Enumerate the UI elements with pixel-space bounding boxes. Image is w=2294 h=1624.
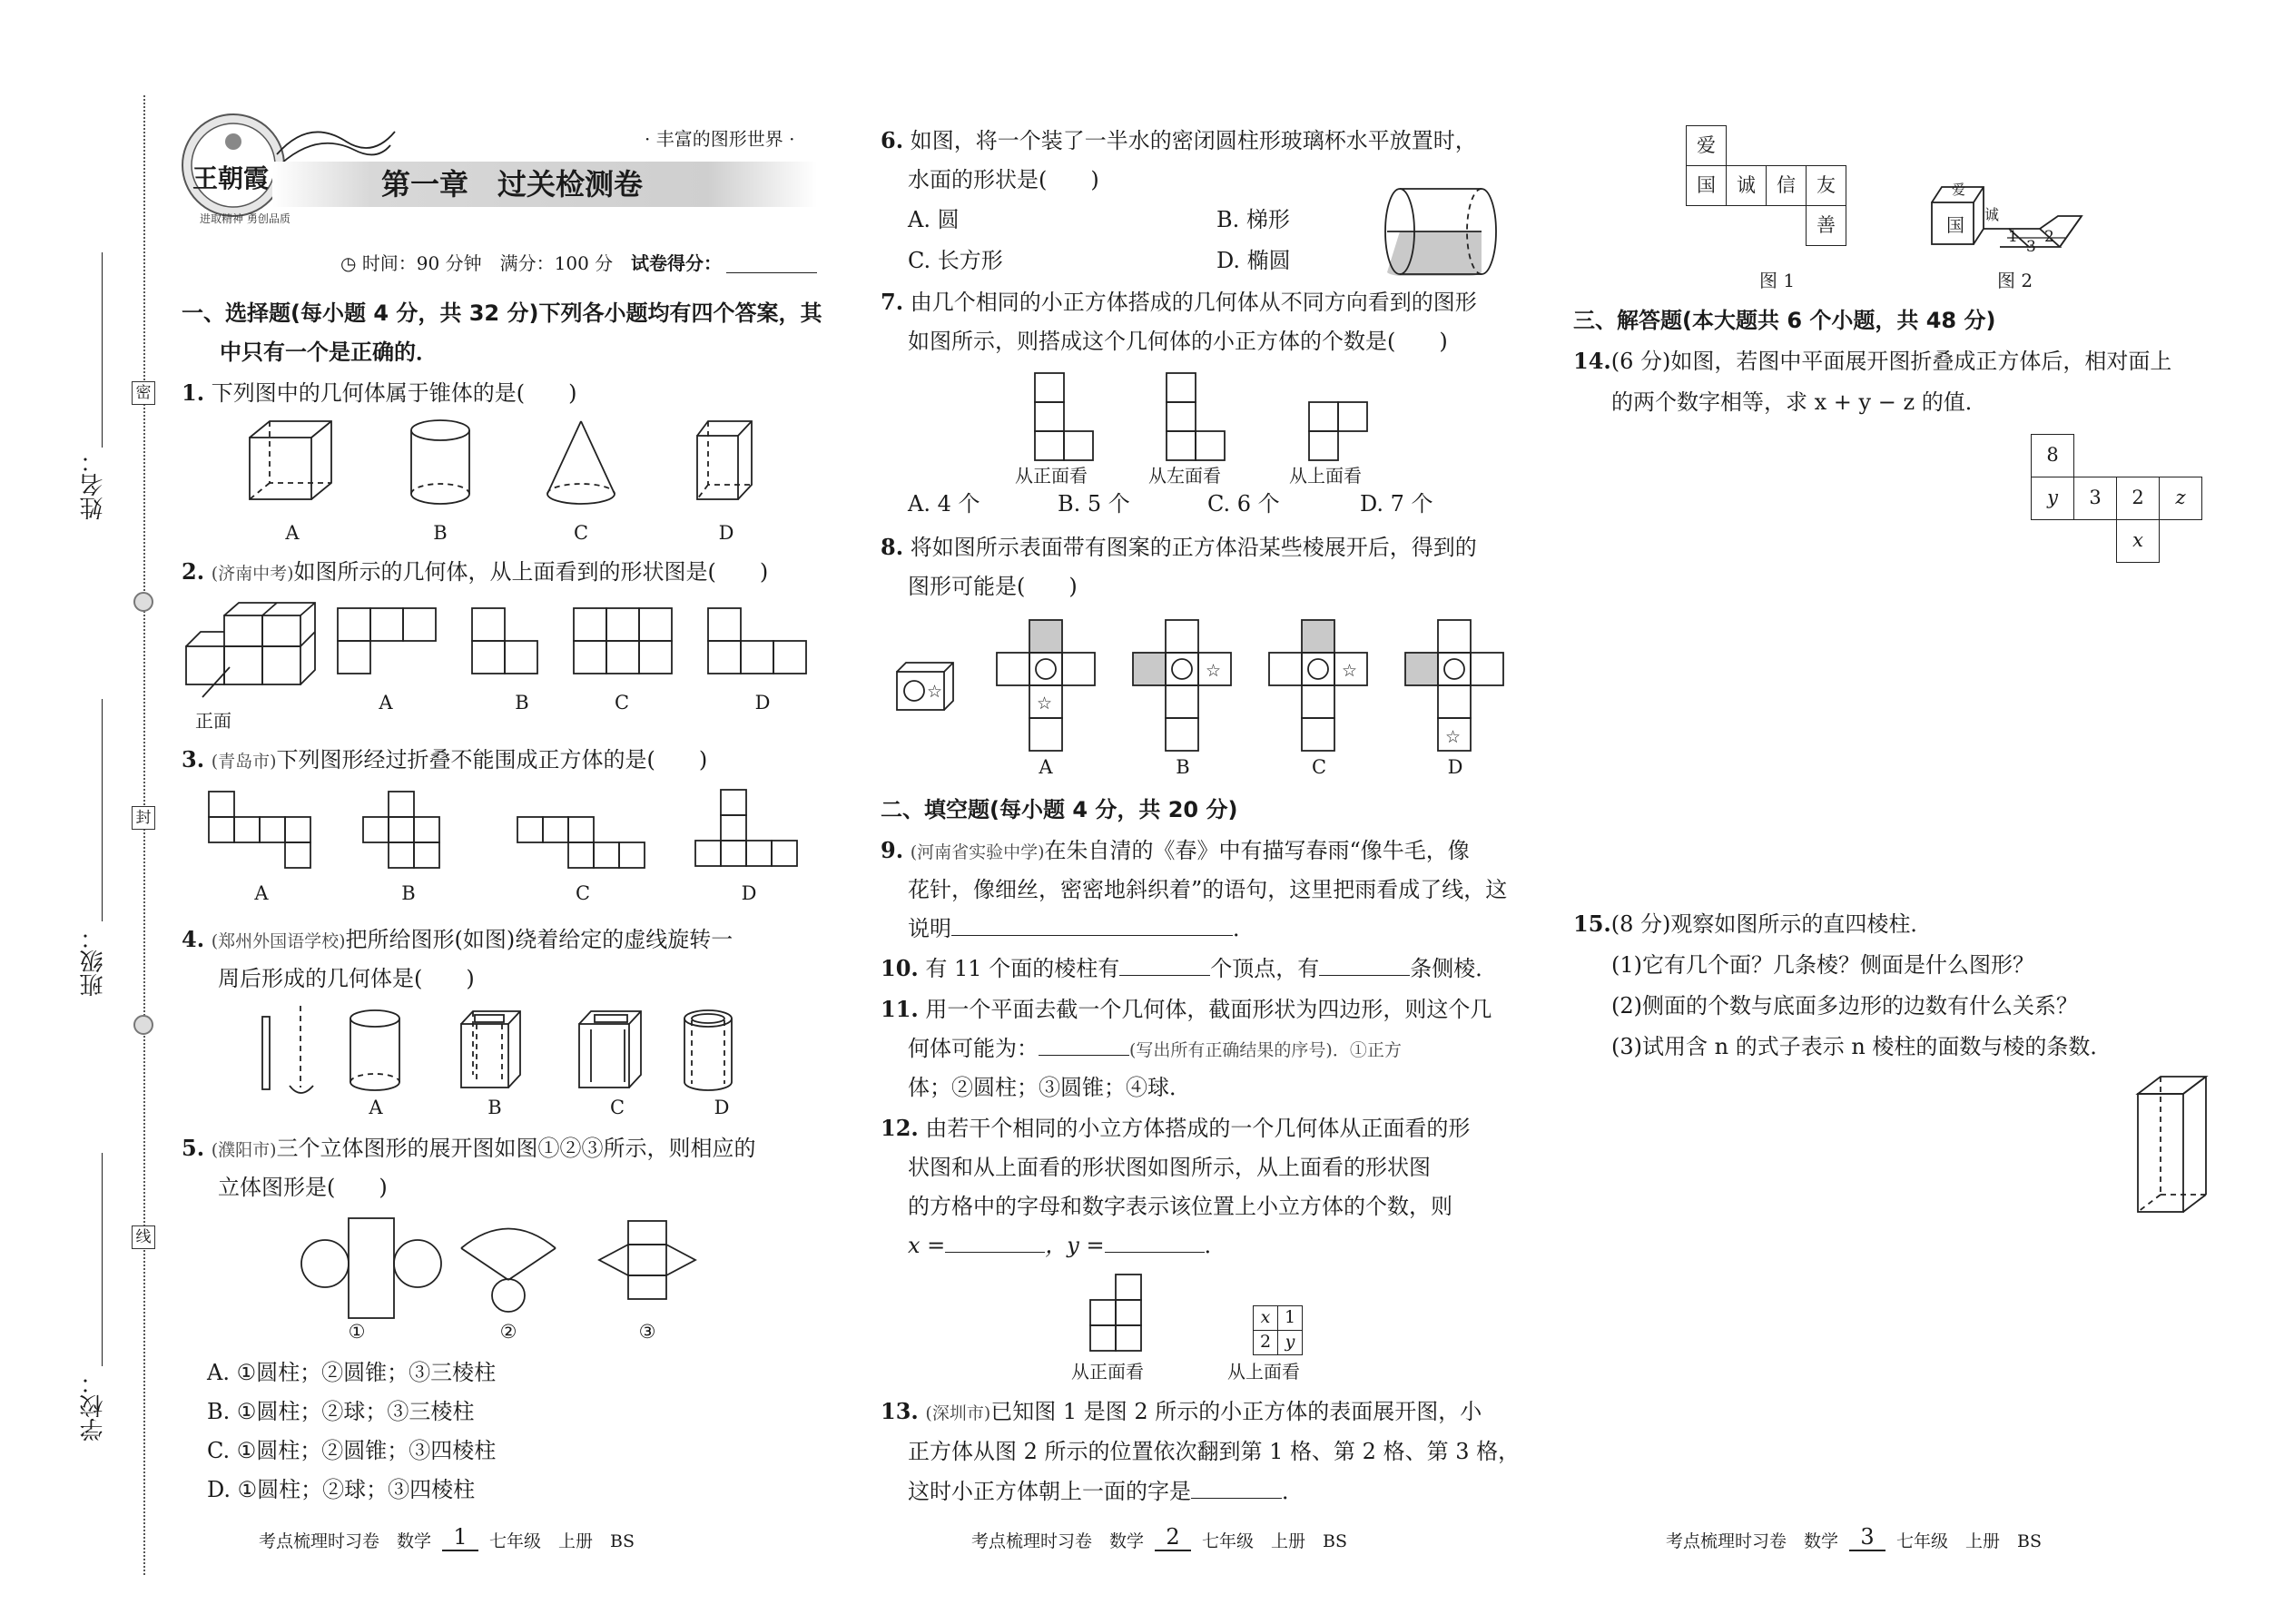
q12-y-blank[interactable] <box>1105 1252 1205 1253</box>
q5-fig-label-2: ② <box>499 1321 517 1343</box>
q6-cylinder <box>1380 182 1507 281</box>
q1-label-a: A <box>285 522 300 544</box>
q5-fig-label-1: ① <box>348 1321 366 1343</box>
footer-page-2: 考点梳理时习卷 数学 2 七年级 上册 BS <box>971 1524 1347 1551</box>
binding-hole-2 <box>133 1015 153 1035</box>
q13-fig2-side: 诚 <box>1984 206 2000 223</box>
q2-front-label: 正面 <box>195 710 231 732</box>
q13-fig1-cell: 诚 <box>1726 165 1767 206</box>
q1: 1. 下列图中的几何体属于锥体的是( ) <box>182 379 577 406</box>
page-number: 1 <box>442 1524 478 1551</box>
score-blank[interactable] <box>726 272 817 273</box>
q15-sub-2: (2)侧面的个数与底面多边形的边数有什么关系？ <box>1611 993 2078 1019</box>
q7-option-b: B. 5 个 <box>1058 491 1130 517</box>
q5-nets <box>300 1216 753 1325</box>
q4-label-c: C <box>609 1097 625 1118</box>
footer-page-3: 考点梳理时习卷 数学 3 七年级 上册 BS <box>1666 1524 2042 1551</box>
seal-mark-2: 封 <box>132 806 155 830</box>
q13-fig2-caption: 图 2 <box>1997 270 2033 291</box>
svg-text:☆: ☆ <box>1037 694 1053 714</box>
q12-cell-1: 1 <box>1277 1305 1303 1331</box>
page-number: 2 <box>1155 1524 1191 1551</box>
binding-hole-1 <box>133 592 153 612</box>
section1-title: 一、选择题(每小题 4 分，共 32 分)下列各小题均有四个答案，其 <box>182 300 822 326</box>
q10-edges-blank[interactable] <box>1319 975 1410 976</box>
q13-fig2-num-1: 1 <box>2008 228 2018 246</box>
q8-line2: 图形可能是( ) <box>908 574 1078 599</box>
q11: 11. 用一个平面去截一个几何体，截面形状为四边形，则这个几 <box>881 996 1492 1022</box>
q4-label-d: D <box>714 1097 730 1118</box>
svg-text:☆: ☆ <box>1206 661 1222 681</box>
q2: 2. (济南中考)如图所示的几何体，从上面看到的形状图是( ) <box>182 558 769 585</box>
svg-text:☆: ☆ <box>1445 727 1462 747</box>
clock-icon: ◷ <box>340 252 362 274</box>
q12-top-view <box>1253 1305 1304 1356</box>
q7: 7. 由几个相同的小正方体搭成的几何体从不同方向看到的图形 <box>881 289 1477 315</box>
q4: 4. (郑州外国语学校)把所给图形(如图)绕着给定的虚线旋转一 <box>182 926 733 952</box>
logo-motto: 进取精神 勇创品质 <box>200 212 290 225</box>
q13-fig2-num-3: 3 <box>2026 238 2036 256</box>
q14-net <box>2031 434 2212 566</box>
q10: 10. 有 11 个面的棱柱有 个顶点，有 条侧棱． <box>881 955 1498 981</box>
q14-cell: y <box>2031 477 2074 520</box>
q11-line3: 体；②圆柱；③圆锥；④球． <box>908 1075 1191 1100</box>
q2-solid <box>184 599 320 690</box>
class-label: 班级： <box>80 926 107 997</box>
q4-label-b: B <box>487 1097 502 1118</box>
q7-top-view-label: 从上面看 <box>1289 465 1362 487</box>
q12-line2: 状图和从上面看的形状图如图所示，从上面看的形状图 <box>908 1155 1431 1180</box>
q9-line2: 花针，像细丝，密密地斜织着”的语句，这里把雨看成了线，这 <box>908 877 1508 902</box>
score-label: 试卷得分： <box>631 252 722 274</box>
q8: 8. 将如图所示表面带有图案的正方体沿某些棱展开后，得到的 <box>881 534 1477 560</box>
q8-label-b: B <box>1176 756 1190 778</box>
school-label: 学校： <box>80 1371 107 1442</box>
q15-prism <box>2133 1074 2224 1219</box>
footer-page-1: 考点梳理时习卷 数学 1 七年级 上册 BS <box>259 1524 635 1551</box>
q8-label-c: C <box>1311 756 1327 778</box>
school-blank <box>102 1153 103 1366</box>
page-title: 第一章 过关检测卷 <box>381 167 644 202</box>
seal-mark-3: 线 <box>132 1225 155 1249</box>
q13-fig1-cell: 国 <box>1686 165 1727 206</box>
q12-line3: 的方格中的字母和数字表示该位置上小立方体的个数，则 <box>908 1194 1452 1219</box>
q5: 5. (濮阳市)三个立体图形的展开图如图①②③所示，则相应的 <box>182 1135 756 1161</box>
q5-option-b: B. ①圆柱；②球；③三棱柱 <box>207 1399 475 1424</box>
q12: 12. 由若干个相同的小立方体搭成的一个几何体从正面看的形 <box>881 1115 1471 1141</box>
name-blank <box>102 252 103 448</box>
q13-line3: 这时小正方体朝上一面的字是 ． <box>908 1479 1304 1504</box>
q2-label-c: C <box>614 692 630 714</box>
q11-line2: 何体可能为： (写出所有正确结果的序号)．①正方 <box>908 1036 1402 1061</box>
q13: 13. (深圳市)已知图 1 是图 2 所示的小正方体的表面展开图，小 <box>881 1398 1482 1424</box>
q12-cell-2: 2 <box>1253 1330 1278 1355</box>
class-blank <box>102 699 103 921</box>
binding-dotted-line <box>143 95 145 1575</box>
q8-label-a: A <box>1039 756 1053 778</box>
q5-option-c: C. ①圆柱；②圆锥；③四棱柱 <box>207 1438 497 1463</box>
svg-text:☆: ☆ <box>927 682 943 702</box>
q3-nets <box>207 790 788 881</box>
q4-line2: 周后形成的几何体是( ) <box>218 966 475 991</box>
q12-top-view-label: 从上面看 <box>1227 1361 1300 1383</box>
q14-line2: 的两个数字相等，求 x + y − z 的值． <box>1611 389 1987 415</box>
q12-front-view-label: 从正面看 <box>1071 1361 1144 1383</box>
q14-cell: 8 <box>2031 434 2074 477</box>
q5-option-d: D. ①圆柱；②球；③四棱柱 <box>207 1477 476 1502</box>
q12-line4: x = ，y = ． <box>908 1233 1226 1258</box>
q2-label-a: A <box>379 692 393 714</box>
section1-title-2: 中只有一个是正确的． <box>220 340 438 365</box>
seal-mark-1: 密 <box>132 381 155 405</box>
q13-fig2-front: 国 <box>1946 214 1964 236</box>
q13-fig2-top: 爱 <box>1952 182 1966 198</box>
q14-cell: x <box>2116 519 2160 563</box>
q7-option-c: C. 6 个 <box>1207 491 1280 517</box>
q12-cell-y: y <box>1277 1330 1303 1355</box>
q13-fig1-cell: 爱 <box>1686 125 1727 166</box>
q7-views <box>1026 370 1407 461</box>
q15-sub-1: (1)它有几个面？几条棱？侧面是什么图形？ <box>1611 952 2034 978</box>
q3: 3. (青岛市)下列图形经过折叠不能围成正方体的是( ) <box>182 746 708 773</box>
q6-option-d: D. 椭圆 <box>1216 248 1291 273</box>
q9-line3: 说明 ． <box>908 916 1255 941</box>
q6-option-c: C. 长方形 <box>908 248 1003 273</box>
q14-cell: 2 <box>2116 477 2160 520</box>
q13-answer-blank[interactable] <box>1191 1498 1282 1499</box>
q2-label-d: D <box>754 692 771 714</box>
q5-fig-label-3: ③ <box>638 1321 656 1343</box>
q4-label-a: A <box>369 1097 383 1118</box>
q15-sub-3: (3)试用含 n 的式子表示 n 棱柱的面数与棱的条数． <box>1611 1034 2112 1059</box>
q13-fig2-num-2: 2 <box>2044 228 2054 246</box>
logo-name: 王朝霞 <box>192 163 270 193</box>
q13-fig1-net <box>1686 125 1849 252</box>
q3-label-b: B <box>401 882 416 904</box>
name-label: 姓名： <box>80 449 107 520</box>
q12-cell-x: x <box>1253 1305 1278 1331</box>
q3-label-c: C <box>575 882 591 904</box>
q6-option-b: B. 梯形 <box>1216 207 1290 232</box>
q2-label-b: B <box>515 692 529 714</box>
q7-front-view-label: 从正面看 <box>1015 465 1088 487</box>
q1-solids <box>245 418 763 517</box>
q8-nets <box>894 617 1493 753</box>
q3-label-a: A <box>254 882 269 904</box>
q1-label-d: D <box>718 522 734 544</box>
q7-option-a: A. 4 个 <box>908 491 980 517</box>
q9: 9. (河南省实验中学)在朱自清的《春》中有描写春雨“像牛毛，像 <box>881 837 1470 863</box>
q12-front-view <box>1085 1273 1167 1354</box>
time-info: ◷ 时间：90 分钟 满分：100 分 <box>340 252 614 274</box>
q7-left-view-label: 从左面看 <box>1148 465 1221 487</box>
q6-option-a: A. 圆 <box>908 207 960 232</box>
q4-figures <box>257 1006 765 1101</box>
q12-x-blank[interactable] <box>945 1252 1045 1253</box>
q6-line2: 水面的形状是( ) <box>908 167 1099 192</box>
q2-options <box>336 606 790 684</box>
q8-label-d: D <box>1447 756 1463 778</box>
q13-fig1-cell: 善 <box>1806 205 1846 246</box>
q13-line2: 正方体从图 2 所示的位置依次翻到第 1 格、第 2 格、第 3 格， <box>908 1439 1521 1464</box>
section3-title: 三、解答题(本大题共 6 个小题，共 48 分) <box>1573 308 1996 333</box>
svg-text:☆: ☆ <box>1342 661 1358 681</box>
q1-label-b: B <box>433 522 448 544</box>
chapter-series: · 丰富的图形世界 · <box>645 128 795 150</box>
q7-line2: 如图所示，则搭成这个几何体的小正方体的个数是( ) <box>908 329 1448 354</box>
q6: 6. 如图，将一个装了一半水的密闭圆柱形玻璃杯水平放置时， <box>881 127 1477 153</box>
q13-fig1-cell: 信 <box>1766 165 1807 206</box>
q9-answer-blank[interactable] <box>951 935 1233 936</box>
q13-fig1-caption: 图 1 <box>1759 270 1796 291</box>
q1-label-c: C <box>573 522 589 544</box>
q11-answer-blank[interactable] <box>1039 1055 1129 1056</box>
q5-option-a: A. ①圆柱；②圆锥；③三棱柱 <box>207 1360 497 1385</box>
q10-vertices-blank[interactable] <box>1119 975 1210 976</box>
q14-cell: 3 <box>2073 477 2117 520</box>
q13-fig1-cell: 友 <box>1806 165 1846 206</box>
q15: 15.(8 分)观察如图所示的直四棱柱． <box>1573 910 1933 937</box>
q14-cell: z <box>2159 477 2202 520</box>
q3-label-d: D <box>741 882 757 904</box>
q14: 14.(6 分)如图，若图中平面展开图折叠成正方体后，相对面上 <box>1573 348 2172 374</box>
section2-title: 二、填空题(每小题 4 分，共 20 分) <box>881 797 1238 822</box>
page-number: 3 <box>1849 1524 1885 1551</box>
q5-line2: 立体图形是( ) <box>218 1175 388 1200</box>
q7-option-d: D. 7 个 <box>1360 491 1433 517</box>
